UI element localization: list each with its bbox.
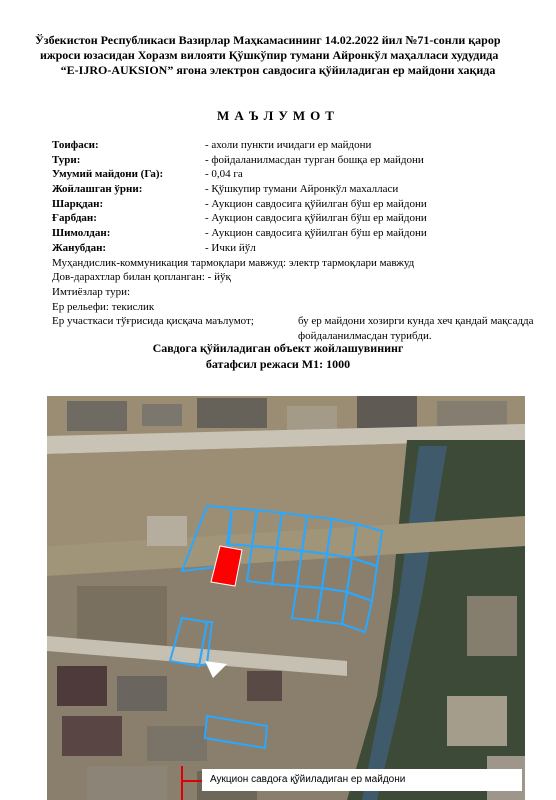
pointer-line-vertical bbox=[181, 766, 183, 800]
engineering-value: электр тармоқлари мавжуд bbox=[288, 256, 415, 269]
info-row-north bbox=[52, 226, 552, 241]
document-title: МАЪЛУМОТ bbox=[217, 108, 339, 123]
info-row-location bbox=[52, 182, 552, 197]
info-row-area bbox=[52, 167, 552, 182]
info-row-engineering bbox=[52, 256, 552, 271]
info-value: - Аукцион савдосига қўйилган бўш ер майдони bbox=[205, 197, 427, 210]
info-label: Жойлашган ўрни: bbox=[52, 183, 143, 196]
info-value: - Аукцион савдосига қўйилган бўш ер майдони bbox=[205, 212, 427, 225]
info-value: - Аукцион савдосига қўйилган бўш ер майдони bbox=[205, 227, 427, 240]
caption-line-2: батафсил режаси М1: 1000 bbox=[205, 357, 351, 371]
info-value: - фойдаланилмасдан турган бошқа ер майдони bbox=[205, 153, 424, 166]
info-label: Шимолдан: bbox=[52, 227, 111, 240]
info-row-west bbox=[52, 211, 552, 226]
info-label: Умумий майдони (Га): bbox=[52, 168, 164, 181]
summary-line-2: фойдаланилмасдан турибди. bbox=[298, 329, 432, 342]
summary-line-1: бу ер майдони хозирги кунда хеч қандай мақсадда bbox=[298, 315, 534, 328]
info-row-privileges bbox=[52, 285, 552, 300]
info-label: Жанубдан: bbox=[52, 241, 107, 254]
relief-value: текислик bbox=[111, 300, 155, 313]
header-line-2: ижроси юзасидан Хоразм вилояти Қўшкўпир тумани Айронкўл маҳалласи худудида bbox=[40, 48, 499, 62]
header-line-1: Ўзбекистон Республикаси Вазирлар Маҳкамасининг 14.02.2022 йил №71-сонли қарор bbox=[35, 33, 501, 47]
info-label: Шарқдан: bbox=[52, 197, 104, 210]
trees-label: Дов-дарахтлар билан қопланган: bbox=[52, 271, 205, 284]
engineering-label: Муҳандислик-коммуникация тармоқлари мавжуд: bbox=[52, 256, 287, 269]
trees-value: - йўқ bbox=[207, 271, 231, 284]
satellite-map bbox=[47, 396, 525, 800]
relief-label: Ер рельефи: bbox=[52, 300, 109, 313]
info-label: Тоифаси: bbox=[52, 139, 99, 151]
map-plot-label: Аукцион савдоға қўйиладиган ер майдони bbox=[202, 769, 522, 791]
map-caption-title bbox=[0, 340, 556, 372]
info-row-relief bbox=[52, 300, 552, 315]
info-row-category bbox=[52, 138, 552, 153]
info-section bbox=[52, 138, 552, 344]
info-row-east bbox=[52, 197, 552, 212]
info-value: - Ички йўл bbox=[205, 241, 256, 254]
info-label: Ғарбдан: bbox=[52, 212, 97, 225]
summary-label: Ер участкаси тўғрисида қисқача маълумот; bbox=[52, 315, 254, 328]
pointer-line-horizontal bbox=[181, 780, 203, 782]
info-value: - ахоли пункти ичидаги ер майдони bbox=[205, 139, 372, 151]
satellite-image bbox=[47, 396, 525, 800]
header-line-3: “E-IJRO-AUKSION” ягона электрон савдосига қўйиладиган ер майдони хақида bbox=[60, 63, 496, 77]
privileges-label: Имтиёзлар тури: bbox=[52, 285, 131, 298]
info-row-south bbox=[52, 241, 552, 256]
info-label: Тури: bbox=[52, 153, 81, 166]
info-value: - Қўшкупир тумани Айронкўл махалласи bbox=[205, 183, 399, 196]
info-row-trees bbox=[52, 270, 552, 285]
info-value: - 0,04 га bbox=[205, 168, 243, 181]
info-row-type bbox=[52, 153, 552, 168]
caption-line-1: Савдога қўйиладиган объект жойлашувининг bbox=[152, 341, 404, 355]
